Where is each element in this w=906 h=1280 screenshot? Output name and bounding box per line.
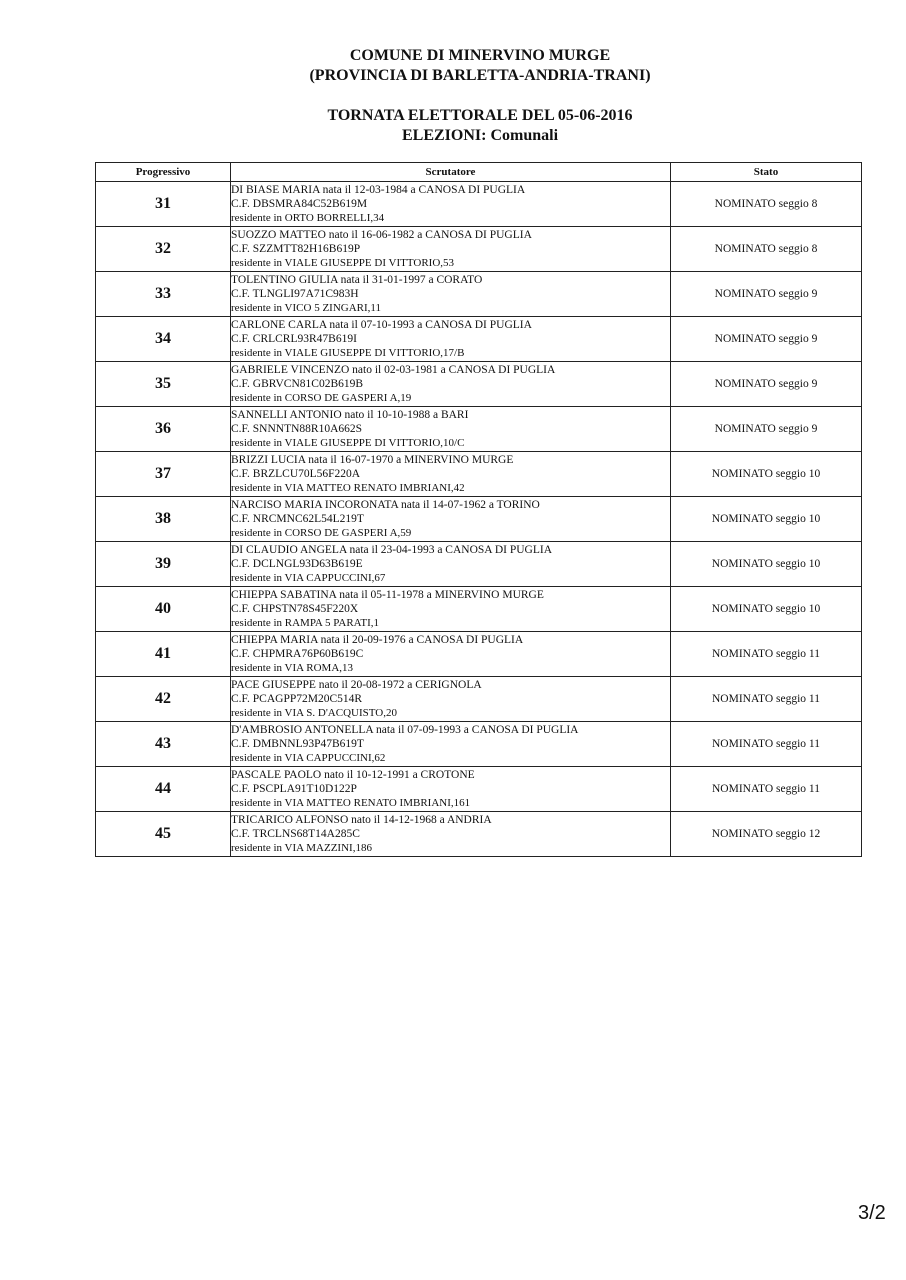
scrutatori-table <box>95 162 862 857</box>
election-date-title: TORNATA ELETTORALE DEL 05-06-2016 <box>327 107 633 124</box>
scrutatore-residence: residente in VIA MATTEO RENATO IMBRIANI,42 <box>231 482 465 494</box>
column-header-stato: Stato <box>671 163 862 182</box>
progressivo-cell: 34 <box>96 317 231 362</box>
scrutatore-residence: residente in VIA MATTEO RENATO IMBRIANI,161 <box>231 797 471 809</box>
scrutatore-residence: residente in VIALE GIUSEPPE DI VITTORIO,53 <box>231 257 455 269</box>
table-header-row <box>96 163 862 182</box>
scrutatore-codice-fiscale: C.F. TRCLNS68T14A285C <box>231 828 360 840</box>
scrutatore-cell <box>231 407 671 452</box>
scrutatore-cell <box>231 767 671 812</box>
scrutatore-codice-fiscale: C.F. BRZLCU70L56F220A <box>231 468 361 480</box>
table-row <box>96 497 862 542</box>
scrutatore-residence: residente in VICO 5 ZINGARI,11 <box>231 302 382 314</box>
table-row <box>96 542 862 587</box>
table-row <box>96 812 862 857</box>
scrutatore-codice-fiscale: C.F. TLNGLI97A71C983H <box>231 288 359 300</box>
scrutatore-name-birth: PASCALE PAOLO nato il 10-12-1991 a CROTONE <box>231 769 475 781</box>
stato-cell: NOMINATO seggio 9 <box>671 272 862 317</box>
stato-cell: NOMINATO seggio 10 <box>671 497 862 542</box>
table-row <box>96 182 862 227</box>
scrutatore-cell <box>231 722 671 767</box>
election-type-title: ELEZIONI: Comunali <box>401 127 559 144</box>
table-row <box>96 272 862 317</box>
table-row <box>96 632 862 677</box>
progressivo-cell: 41 <box>96 632 231 677</box>
table-row <box>96 452 862 497</box>
scrutatore-name-birth: D'AMBROSIO ANTONELLA nata il 07-09-1993 a CANOSA DI PUGLIA <box>231 724 579 736</box>
scrutatore-codice-fiscale: C.F. PCAGPP72M20C514R <box>231 693 363 705</box>
stato-cell: NOMINATO seggio 10 <box>671 587 862 632</box>
scrutatore-name-birth: DI CLAUDIO ANGELA nata il 23-04-1993 a CANOSA DI PUGLIA <box>231 544 553 556</box>
scrutatore-name-birth: CARLONE CARLA nata il 07-10-1993 a CANOSA DI PUGLIA <box>231 319 532 331</box>
table-row <box>96 677 862 722</box>
scrutatore-cell <box>231 182 671 227</box>
progressivo-cell: 42 <box>96 677 231 722</box>
table-row <box>96 362 862 407</box>
scrutatore-residence: residente in CORSO DE GASPERI A,59 <box>231 527 412 539</box>
stato-cell: NOMINATO seggio 11 <box>671 632 862 677</box>
scrutatore-name-birth: TRICARICO ALFONSO nato il 14-12-1968 a ANDRIA <box>231 814 492 826</box>
province-subtitle: (PROVINCIA DI BARLETTA-ANDRIA-TRANI) <box>309 67 651 84</box>
stato-cell: NOMINATO seggio 11 <box>671 722 862 767</box>
table-row <box>96 722 862 767</box>
scrutatore-cell <box>231 542 671 587</box>
scrutatore-residence: residente in VIA CAPPUCCINI,62 <box>231 752 386 764</box>
progressivo-cell: 38 <box>96 497 231 542</box>
scrutatore-cell <box>231 587 671 632</box>
progressivo-cell: 32 <box>96 227 231 272</box>
stato-cell: NOMINATO seggio 8 <box>671 182 862 227</box>
scrutatore-codice-fiscale: C.F. CHPSTN78S45F220X <box>231 603 359 615</box>
scrutatore-residence: residente in VIA MAZZINI,186 <box>231 842 372 854</box>
progressivo-cell: 45 <box>96 812 231 857</box>
scrutatore-cell <box>231 317 671 362</box>
scrutatore-name-birth: NARCISO MARIA INCORONATA nata il 14-07-1962 a TORINO <box>231 499 540 511</box>
stato-cell: NOMINATO seggio 10 <box>671 452 862 497</box>
column-header-scrutatore: Scrutatore <box>231 163 671 182</box>
stato-cell: NOMINATO seggio 12 <box>671 812 862 857</box>
scrutatore-cell <box>231 452 671 497</box>
scrutatore-cell <box>231 632 671 677</box>
scrutatore-codice-fiscale: C.F. DCLNGL93D63B619E <box>231 558 363 570</box>
scrutatore-residence: residente in VIA ROMA,13 <box>231 662 354 674</box>
table-row <box>96 317 862 362</box>
stato-cell: NOMINATO seggio 9 <box>671 362 862 407</box>
scrutatore-name-birth: DI BIASE MARIA nata il 12-03-1984 a CANOSA DI PUGLIA <box>231 184 526 196</box>
scrutatore-name-birth: TOLENTINO GIULIA nata il 31-01-1997 a CORATO <box>231 274 483 286</box>
progressivo-cell: 40 <box>96 587 231 632</box>
progressivo-cell: 37 <box>96 452 231 497</box>
table-row <box>96 227 862 272</box>
page-number: 3/2 <box>858 1202 886 1224</box>
stato-cell: NOMINATO seggio 11 <box>671 767 862 812</box>
scrutatore-codice-fiscale: C.F. PSCPLA91T10D122P <box>231 783 357 795</box>
stato-cell: NOMINATO seggio 11 <box>671 677 862 722</box>
scrutatore-name-birth: PACE GIUSEPPE nato il 20-08-1972 a CERIGNOLA <box>231 679 482 691</box>
scrutatore-codice-fiscale: C.F. SNNNTN88R10A662S <box>231 423 363 435</box>
scrutatore-name-birth: SUOZZO MATTEO nato il 16-06-1982 a CANOSA DI PUGLIA <box>231 229 532 241</box>
scrutatore-codice-fiscale: C.F. GBRVCN81C02B619B <box>231 378 364 390</box>
stato-cell: NOMINATO seggio 10 <box>671 542 862 587</box>
scrutatore-residence: residente in CORSO DE GASPERI A,19 <box>231 392 412 404</box>
stato-cell: NOMINATO seggio 9 <box>671 407 862 452</box>
progressivo-cell: 35 <box>96 362 231 407</box>
scrutatore-residence: residente in ORTO BORRELLI,34 <box>231 212 385 224</box>
table-row <box>96 587 862 632</box>
scrutatore-name-birth: CHIEPPA MARIA nata il 20-09-1976 a CANOSA DI PUGLIA <box>231 634 524 646</box>
stato-cell: NOMINATO seggio 8 <box>671 227 862 272</box>
progressivo-cell: 44 <box>96 767 231 812</box>
scrutatore-name-birth: SANNELLI ANTONIO nato il 10-10-1988 a BARI <box>231 409 469 421</box>
scrutatore-name-birth: CHIEPPA SABATINA nata il 05-11-1978 a MINERVINO MURGE <box>231 589 544 601</box>
scrutatore-residence: residente in VIALE GIUSEPPE DI VITTORIO,17/B <box>231 347 465 359</box>
progressivo-cell: 39 <box>96 542 231 587</box>
scrutatore-codice-fiscale: C.F. DBSMRA84C52B619M <box>231 198 368 210</box>
scrutatore-residence: residente in RAMPA 5 PARATI,1 <box>231 617 380 629</box>
scrutatore-cell <box>231 362 671 407</box>
progressivo-cell: 43 <box>96 722 231 767</box>
scrutatore-codice-fiscale: C.F. DMBNNL93P47B619T <box>231 738 364 750</box>
scrutatore-residence: residente in VIA S. D'ACQUISTO,20 <box>231 707 397 719</box>
scrutatore-cell <box>231 227 671 272</box>
municipality-title: COMUNE DI MINERVINO MURGE <box>349 47 611 64</box>
progressivo-cell: 36 <box>96 407 231 452</box>
scrutatore-codice-fiscale: C.F. SZZMTT82H16B619P <box>231 243 361 255</box>
scrutatore-codice-fiscale: C.F. NRCMNC62L54L219T <box>231 513 364 525</box>
stato-cell: NOMINATO seggio 9 <box>671 317 862 362</box>
scrutatore-codice-fiscale: C.F. CRLCRL93R47B619I <box>231 333 357 345</box>
scrutatore-cell <box>231 272 671 317</box>
progressivo-cell: 33 <box>96 272 231 317</box>
scrutatore-name-birth: GABRIELE VINCENZO nato il 02-03-1981 a CANOSA DI PUGLIA <box>231 364 556 376</box>
scrutatore-residence: residente in VIALE GIUSEPPE DI VITTORIO,10/C <box>231 437 465 449</box>
table-row <box>96 767 862 812</box>
progressivo-cell: 31 <box>96 182 231 227</box>
scrutatore-cell <box>231 497 671 542</box>
column-header-progressivo: Progressivo <box>96 163 231 182</box>
table-row <box>96 407 862 452</box>
scrutatore-cell <box>231 812 671 857</box>
scrutatore-cell <box>231 677 671 722</box>
scrutatore-residence: residente in VIA CAPPUCCINI,67 <box>231 572 386 584</box>
scrutatore-name-birth: BRIZZI LUCIA nata il 16-07-1970 a MINERVINO MURGE <box>231 454 514 466</box>
scrutatore-codice-fiscale: C.F. CHPMRA76P60B619C <box>231 648 364 660</box>
